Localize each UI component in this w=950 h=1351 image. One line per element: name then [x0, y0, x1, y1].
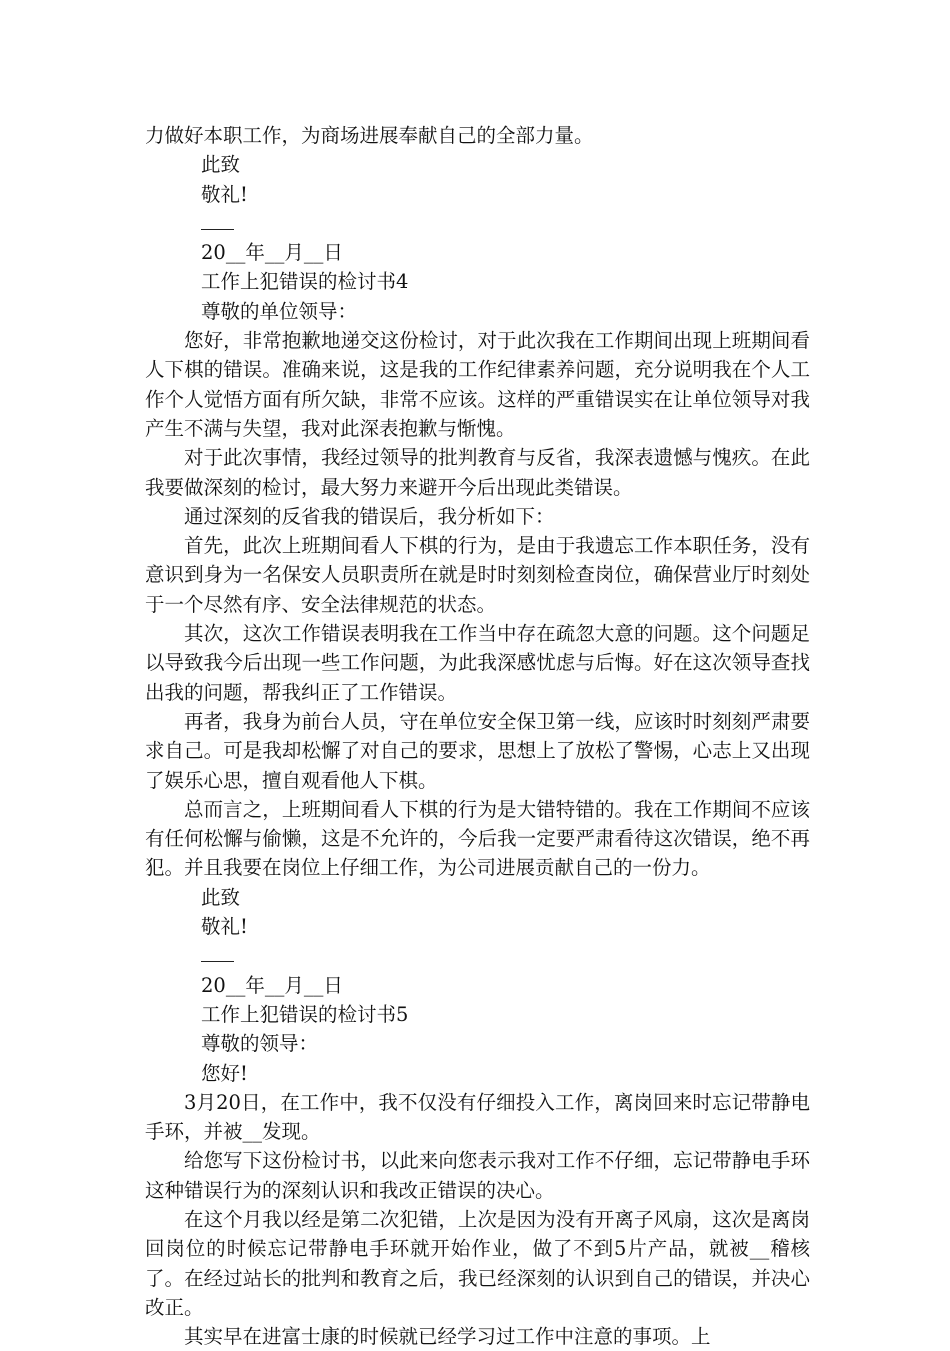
regards: 敬礼! — [201, 182, 248, 206]
paragraph: 其实早在进富士康的时候就已经学习过工作中注意的事项。上 — [184, 1325, 711, 1349]
regards: 敬礼! — [201, 915, 248, 939]
salutation: 此致 — [201, 885, 241, 909]
paragraph: 3月20日，在工作中，我不仅没有仔细投入工作，离岗回来时忘记带静电手环，并被__发现。 — [145, 1090, 810, 1144]
section-title: 工作上犯错误的检讨书4 — [201, 270, 409, 294]
salutation: 此致 — [201, 153, 241, 177]
paragraph: 首先，此次上班期间看人下棋的行为，是由于我遗忘工作本职任务，没有意识到身为一名保安人员职责所在就是时时刻刻检查岗位，确保营业厅时刻处于一个尽然有序、安全法律规范的状态。 — [145, 534, 810, 616]
paragraph: 总而言之，上班期间看人下棋的行为是大错特错的。我在工作期间不应该有任何松懈与偷懒，这是不允许的，今后我一定要严肃看待这次错误，绝不再犯。并且我要在岗位上仔细工作，为公司进展贡献自己的一份力。 — [145, 797, 810, 880]
document-body — [145, 121, 810, 1351]
signature-blank — [145, 209, 810, 238]
paragraph: 给您写下这份检讨书，以此来向您表示我对工作不仔细，忘记带静电手环这种错误行为的深刻认识和我改正错误的决心。 — [145, 1149, 810, 1202]
paragraph: 在这个月我以经是第二次犯错，上次是因为没有开离子风扇，这次是离岗回岗位的时候忘记带静电手环就开始作业，做了不到5片产品，就被__稽核了。在经过站长的批判和教育之后，我已经深刻的认识到自己的错误，并决心改正。 — [145, 1207, 810, 1319]
section-title: 工作上犯错误的检讨书5 — [201, 1002, 409, 1026]
paragraph: 您好，非常抱歉地递交这份检讨，对于此次我在工作期间出现上班期间看人下棋的错误。准确来说，这是我的工作纪律素养问题，充分说明我在个人工作个人觉悟方面有所欠缺，非常不应该。这样的严重错误实在让单位领导对我产生不满与失望，我对此深表抱歉与惭愧。 — [145, 329, 810, 440]
paragraph: 通过深刻的反省我的错误后，我分析如下： — [184, 504, 555, 528]
date-line: 20__年__月__日 — [201, 241, 343, 265]
closing-paragraph: 力做好本职工作，为商场进展奉献自己的全部力量。 — [145, 124, 594, 147]
signature-blank — [145, 941, 810, 970]
hello-line: 您好! — [201, 1061, 248, 1085]
paragraph: 再者，我身为前台人员，守在单位安全保卫第一线，应该时时刻刻严肃要求自己。可是我却松懈了对自己的要求，思想上了放松了警惕，心志上又出现了娱乐心思，擅自观看他人下棋。 — [145, 709, 810, 792]
paragraph: 其次，这次工作错误表明我在工作当中存在疏忽大意的问题。这个问题足以导致我今后出现一些工作问题，为此我深感忧虑与后悔。好在这次领导查找出我的问题，帮我纠正了工作错误。 — [145, 622, 810, 704]
greeting: 尊敬的单位领导： — [201, 299, 358, 323]
greeting: 尊敬的领导： — [201, 1032, 319, 1056]
date-line: 20__年__月__日 — [201, 973, 343, 997]
paragraph: 对于此次事情，我经过领导的批判教育与反省，我深表遗憾与愧疚。在此我要做深刻的检讨，最大努力来避开今后出现此类错误。 — [145, 446, 810, 499]
